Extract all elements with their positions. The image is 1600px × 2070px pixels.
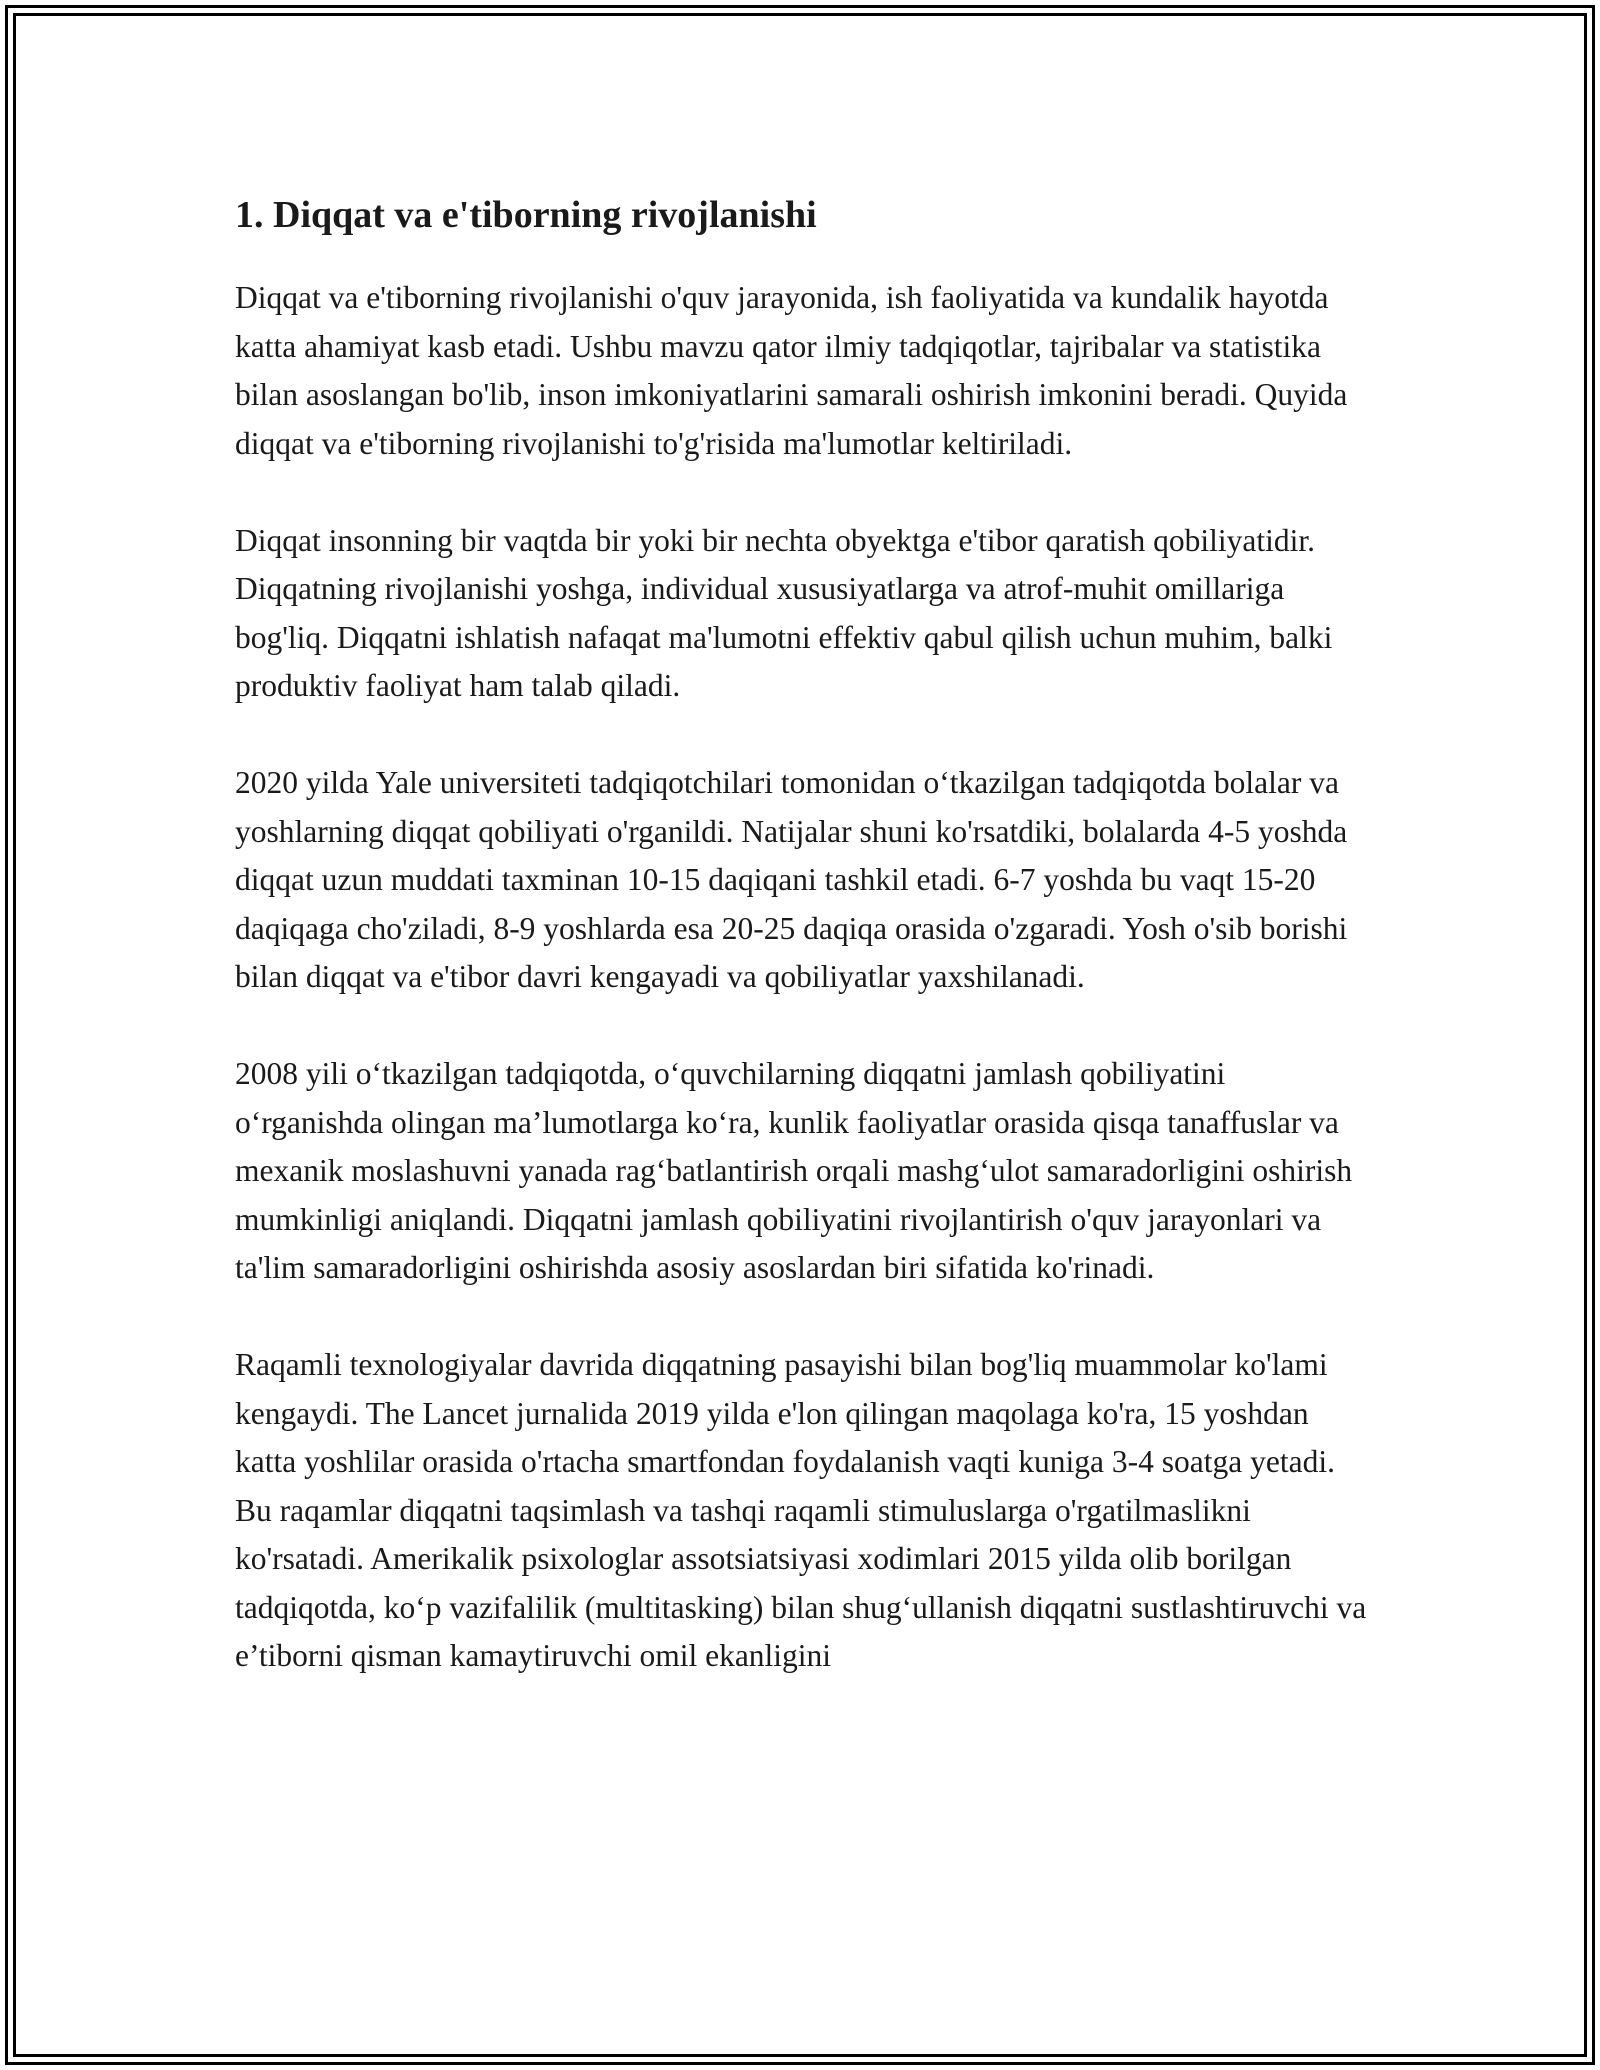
paragraph-2008-study: 2008 yili o‘tkazilgan tadqiqotda, o‘quvchilarning diqqatni jamlash qobiliyatini o‘rganishda olingan ma’lumotlarga ko‘ra, kunlik faoliyatlar orasida qisqa tanaffuslar va mexanik moslashuvni yanada rag‘batlantirish orqali mashg‘ulot samaradorligini oshirish mumkinligi aniqlandi. Diqqatni jamlash qobiliyatini rivojlantirish o'quv jarayonlari va ta'lim samaradorligini oshirishda asosiy asoslardan biri sifatida ko'rinadi. [235, 1056, 1353, 1285]
paragraph-definition: Diqqat insonning bir vaqtda bir yoki bir nechta obyektga e'tibor qaratish qobiliyatidir. Diqqatning rivojlanishi yoshga, individual xususiyatlarga va atrof-muhit omillariga bog'liq. Diqqatni ishlatish nafaqat ma'lumotni effektiv qabul qilish uchun muhim, balki produktiv faoliyat ham talab qiladi. [235, 522, 1333, 703]
paragraph-intro: Diqqat va e'tiborning rivojlanishi o'quv jarayonida, ish faoliyatida va kundalik hayotda katta ahamiyat kasb etadi. Ushbu mavzu qator ilmiy tadqiqotlar, tajribalar va statistika bilan asoslangan bo'lib, inson imkoniyatlarini samarali oshirish imkonini beradi. Quyida diqqat va e'tiborning rivojlanishi to'g'risida ma'lumotlar keltiriladi. [235, 280, 1348, 461]
section-heading: 1. Diqqat va e'tiborning rivojlanishi [235, 194, 817, 236]
document-body [235, 190, 1375, 1729]
paragraph-digital-tech: Raqamli texnologiyalar davrida diqqatning pasayishi bilan bog'liq muammolar ko'lami kengaydi. The Lancet jurnalida 2019 yilda e'lon qilingan maqolaga ko'ra, 15 yoshdan katta yoshlilar orasida o'rtacha smartfondan foydalanish vaqti kuniga 3-4 soatga yetadi. Bu raqamlar diqqatni taqsimlash va tashqi raqamli stimuluslarga o'rgatilmaslikni ko'rsatadi. Amerikalik psixologlar assotsiatsiyasi xodimlari 2015 yilda olib borilgan tadqiqotda, ko‘p vazifalilik (multitasking) bilan shug‘ullanish diqqatni sustlashtiruvchi va e’tiborni qisman kamaytiruvchi omil ekanligini [235, 1347, 1367, 1673]
paragraph-yale-study: 2020 yilda Yale universiteti tadqiqotchilari tomonidan o‘tkazilgan tadqiqotda bolalar va yoshlarning diqqat qobiliyati o'rganildi. Natijalar shuni ko'rsatdiki, bolalarda 4-5 yoshda diqqat uzun muddati taxminan 10-15 daqiqani tashkil etadi. 6-7 yoshda bu vaqt 15-20 daqiqaga cho'ziladi, 8-9 yoshlarda esa 20-25 daqiqa orasida o'zgaradi. Yosh o'sib borishi bilan diqqat va e'tibor davri kengayadi va qobiliyatlar yaxshilanadi. [235, 765, 1348, 994]
